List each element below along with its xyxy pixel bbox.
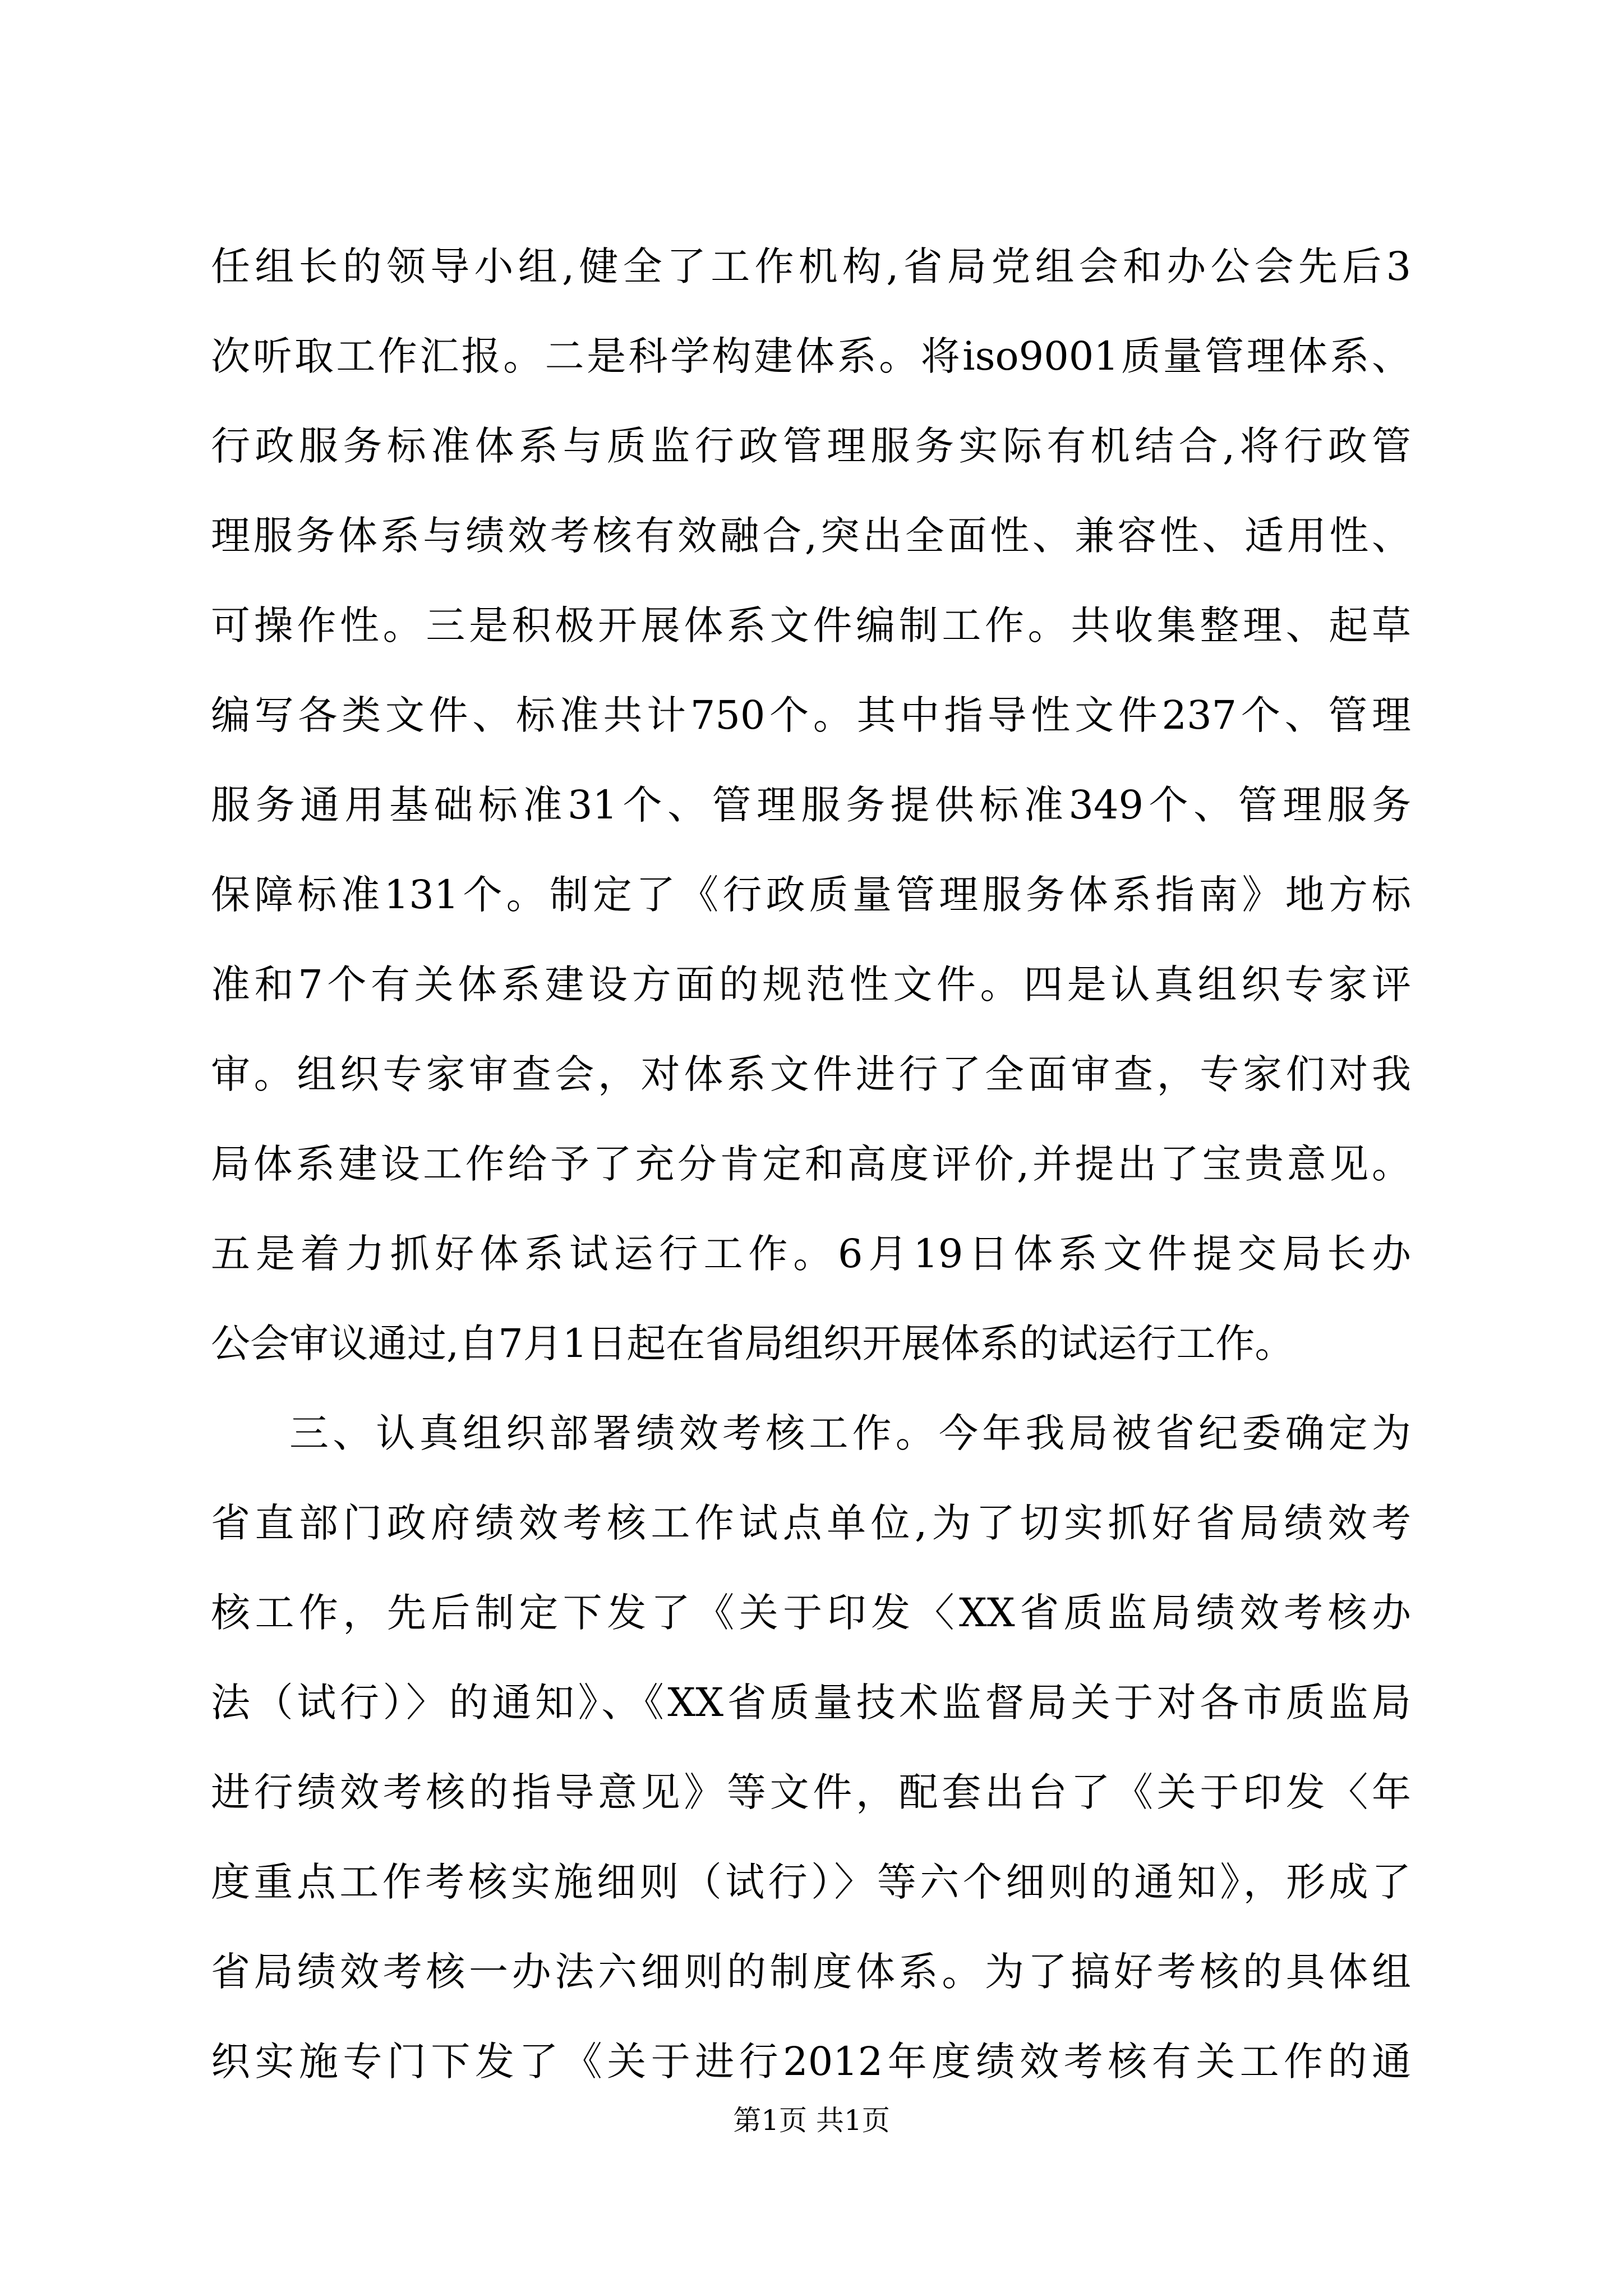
- text-line: 行政服务标准体系与质监行政管理服务实际有机结合,将行政管: [211, 423, 1411, 469]
- text-line: 保障标准131个。制定了《行政质量管理服务体系指南》地方标: [211, 872, 1411, 918]
- text-line: 度重点工作考核实施细则（试行）〉等六个细则的通知》，形成了: [211, 1859, 1411, 1905]
- text-line: 服务通用基础标准31个、管理服务提供标准349个、管理服务: [211, 782, 1411, 828]
- text-line: 可操作性。三是积极开展体系文件编制工作。共收集整理、起草: [211, 602, 1411, 648]
- text-line: 任组长的领导小组,健全了工作机构,省局党组会和办公会先后3: [211, 243, 1411, 289]
- text-line: 织实施专门下发了《关于进行2012年度绩效考核有关工作的通: [211, 2039, 1411, 2085]
- text-line: 编写各类文件、标准共计750个。其中指导性文件237个、管理: [211, 692, 1411, 738]
- text-line: 准和7个有关体系建设方面的规范性文件。四是认真组织专家评: [211, 961, 1411, 1007]
- text-line: 次听取工作汇报。二是科学构建体系。将iso9001质量管理体系、: [211, 333, 1411, 379]
- text-line: 进行绩效考核的指导意见》等文件，配套出台了《关于印发〈年: [211, 1769, 1411, 1815]
- text-line: 理服务体系与绩效考核有效融合,突出全面性、兼容性、适用性、: [211, 513, 1411, 559]
- text-line: 审。组织专家审查会，对体系文件进行了全面审查，专家们对我: [211, 1051, 1411, 1097]
- text-line: 省直部门政府绩效考核工作试点单位,为了切实抓好省局绩效考: [211, 1500, 1411, 1546]
- document-body: [211, 222, 1411, 2106]
- text-line: 局体系建设工作给予了充分肯定和高度评价,并提出了宝贵意见。: [211, 1141, 1411, 1187]
- text-line: 核工作，先后制定下发了《关于印发〈XX省质监局绩效考核办: [211, 1590, 1411, 1636]
- text-line: 法（试行）〉的通知》、《XX省质量技术监督局关于对各市质监局: [211, 1680, 1411, 1726]
- text-line: 公会审议通过,自7月1日起在省局组织开展体系的试运行工作。: [211, 1320, 1294, 1366]
- text-line: 省局绩效考核一办法六细则的制度体系。为了搞好考核的具体组: [211, 1949, 1411, 1995]
- section-heading-line: 三、认真组织部署绩效考核工作。今年我局被省纪委确定为: [289, 1410, 1411, 1456]
- page-number-footer: 第1页 共1页: [733, 2104, 890, 2137]
- text-line: 五是着力抓好体系试运行工作。6月19日体系文件提交局长办: [211, 1231, 1411, 1277]
